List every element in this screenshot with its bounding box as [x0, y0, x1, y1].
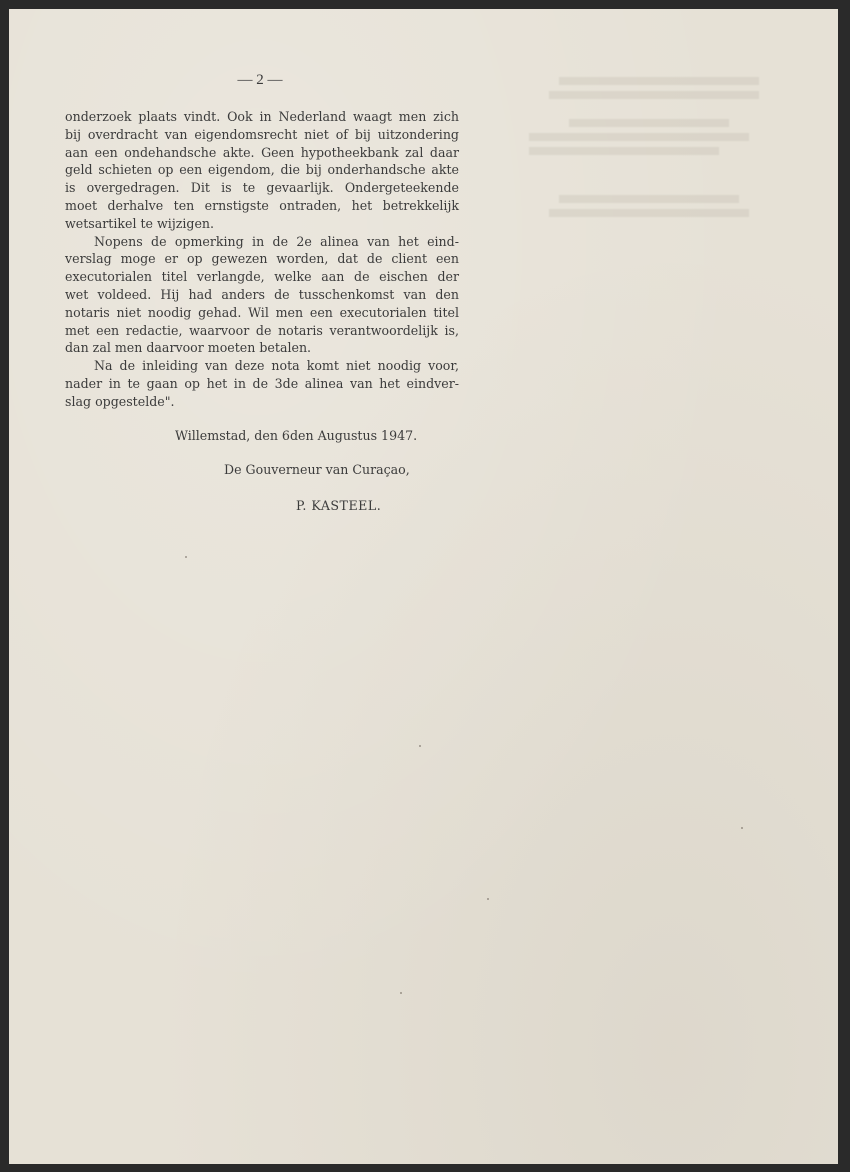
- body-text: [65, 108, 459, 411]
- paper-speck: [400, 992, 402, 994]
- paper-speck: [741, 827, 743, 829]
- body-line: wetsartikel te wijzigen.: [65, 215, 215, 231]
- governor-title: De Gouverneur van Curaçao,: [224, 462, 410, 477]
- signatory-name: P. KASTEEL.: [296, 498, 382, 513]
- body-line: verslag moge er op gewezen worden, dat de client een: [65, 251, 459, 267]
- body-line: met een redactie, waarvoor de notaris verantwoordelijk is,: [65, 322, 459, 338]
- body-line: wet voldeed. Hij had anders de tusschenkomst van den: [65, 286, 459, 302]
- paper-speck: [487, 898, 489, 900]
- body-line: slag opgestelde".: [65, 393, 175, 409]
- paper-speck: [419, 745, 421, 747]
- paper-speck: [185, 556, 187, 558]
- body-line: notaris niet noodig gehad. Wil men een executorialen titel: [65, 304, 459, 320]
- place-date: Willemstad, den 6den Augustus 1947.: [175, 428, 418, 443]
- body-line: onderzoek plaats vindt. Ook in Nederland waagt men zich: [65, 109, 459, 124]
- body-line: is overgedragen. Dit is te gevaarlijk. Ondergeteekende: [65, 180, 459, 196]
- body-line: Nopens de opmerking in de 2e alinea van het eind-: [94, 233, 459, 249]
- body-line: executorialen titel verlangde, welke aan de eischen der: [65, 269, 459, 285]
- body-line: nader in te gaan op het in de 3de alinea van het eindver-: [65, 375, 459, 391]
- body-line: moet derhalve ten ernstigste ontraden, het betrekkelijk: [65, 197, 459, 213]
- body-line: dan zal men daarvoor moeten betalen.: [65, 340, 312, 356]
- bleed-through-text: [529, 71, 779, 223]
- body-line: geld schieten op een eigendom, die bij onderhandsche akte: [65, 162, 459, 178]
- body-line: aan een ondehandsche akte. Geen hypotheekbank zal daar: [65, 144, 459, 160]
- page-number: — 2 —: [237, 72, 283, 88]
- body-line: bij overdracht van eigendomsrecht niet of bij uitzondering: [65, 126, 459, 142]
- body-line: Na de inleiding van deze nota komt niet noodig voor,: [94, 358, 459, 374]
